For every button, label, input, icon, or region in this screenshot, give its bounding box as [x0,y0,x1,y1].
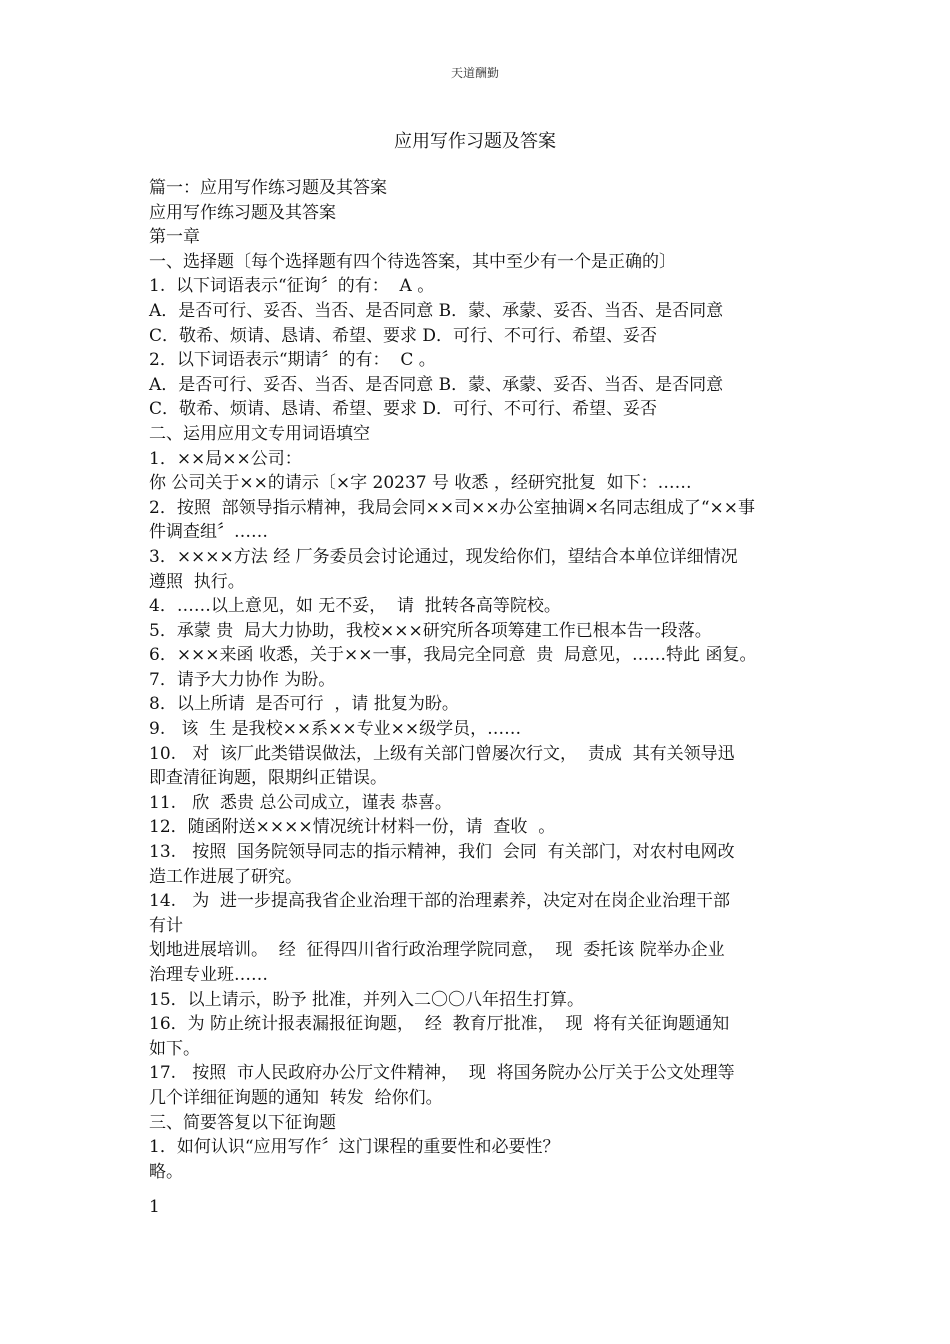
text-line: 12．随函附送××××情况统计材料一份，请 查收 。 [149,817,556,838]
document-body [149,176,809,1184]
text-line: 8．以上所请 是否可行 ，请 批复为盼。 [149,694,459,715]
page-number: 1 [149,1197,160,1217]
text-line: 遵照 执行。 [149,571,245,592]
text-line: 略。 [149,1161,183,1182]
text-line: 第一章 [149,227,200,248]
text-line: 11. 欣 悉贵 总公司成立，谨表 恭喜。 [149,792,452,813]
text-line: 1. 以下词语表示“征询〞的有： A 。 [149,276,435,297]
text-line: 有计 [149,915,183,936]
text-line: 17. 按照 市人民政府办公厅文件精神， 现 将国务院办公厅关于公文处理等 [149,1063,735,1084]
text-line: 13. 按照 国务院领导同志的指示精神，我们 会同 有关部门，对农村电网改 [149,842,735,863]
text-line: C．敬希、烦请、恳请、希望、要求 D．可行、不可行、希望、妥否 [149,399,658,420]
text-line: 即查清征询题，限期纠正错误。 [149,768,387,789]
text-line: 三、简要答复以下征询题 [149,1112,336,1133]
text-line: 几个详细征询题的通知 转发 给你们。 [149,1087,443,1108]
text-line: 你 公司关于××的请示〔×字 20237 号 收悉 ，经研究批复 如下：…… [149,473,692,494]
text-line: C．敬希、烦请、恳请、希望、要求 D．可行、不可行、希望、妥否 [149,325,658,346]
text-line: 篇一：应用写作练习题及其答案 [149,178,387,198]
text-line: 造工作进展了研究。 [149,866,302,887]
text-line: 治理专业班…… [149,965,268,985]
document-title: 应用写作习题及答案 [394,131,556,152]
text-line: 6．×××来函 收悉，关于××一事，我局完全同意 贵 局意见，……特此 函复。 [149,645,757,666]
text-line: 2．按照 部领导指示精神，我局会同××司××办公室抽调×名同志组成了“××事 [149,497,756,518]
text-line: 14. 为 进一步提高我省企业治理干部的治理素养，决定对在岗企业治理干部 [149,891,731,912]
text-line: 5．承蒙 贵 局大力协助，我校×××研究所各项筹建工作已根本告一段落。 [149,620,712,641]
text-line: 15．以上请示，盼予 批准，并列入二〇〇八年招生打算。 [149,989,585,1010]
text-line: 件调查组〞…… [149,522,268,543]
text-line: 如下。 [149,1038,200,1059]
page-header: 天道酬勤 [450,66,499,80]
text-line: 1．××局××公司： [149,448,302,469]
text-line: 3．××××方法 经 厂务委员会讨论通过，现发给你们，望结合本单位详细情况 [149,546,738,567]
text-line: 4．……以上意见，如 无不妥， 请 批转各高等院校。 [149,596,561,617]
text-line: A．是否可行、妥否、当否、是否同意 B．蒙、承蒙、妥否、当否、是否同意 [149,300,724,321]
text-line: 16．为 防止统计报表漏报征询题， 经 教育厅批准， 现 将有关征询题通知 [149,1014,730,1035]
text-line: 2．以下词语表示“期请〞的有： C 。 [149,350,436,371]
text-line: 10. 对 该厂此类错误做法，上级有关部门曾屡次行文， 责成 其有关领导迅 [149,743,735,764]
text-line: 一、选择题〔每个选择题有四个待选答案，其中至少有一个是正确的〕 [149,251,676,272]
text-line: 9. 该 生 是我校××系××专业××级学员，…… [149,719,522,740]
text-line: A．是否可行、妥否、当否、是否同意 B．蒙、承蒙、妥否、当否、是否同意 [149,374,724,395]
text-line: 二、运用应用文专用词语填空 [149,423,370,444]
text-line: 7．请予大力协作 为盼。 [149,669,336,690]
text-line: 应用写作练习题及其答案 [149,202,336,223]
text-line: 划地进展培训。 经 征得四川省行政治理学院同意， 现 委托该 院举办企业 [149,940,725,961]
text-line: 1．如何认识“应用写作〞这门课程的重要性和必要性？ [149,1137,560,1158]
